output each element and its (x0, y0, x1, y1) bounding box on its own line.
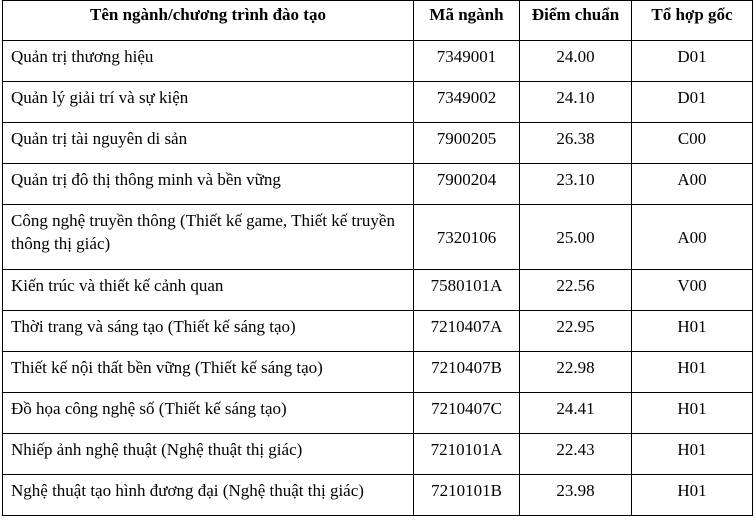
program-name: Quản trị thương hiệu (3, 41, 414, 82)
admission-scores-table (2, 0, 753, 516)
program-name: Quản lý giải trí và sự kiện (3, 82, 414, 123)
table-row (3, 352, 753, 393)
subject-group: A00 (632, 205, 753, 270)
program-name: Đồ họa công nghệ số (Thiết kế sáng tạo) (3, 393, 414, 434)
program-code: 7900204 (414, 164, 520, 205)
subject-group: H01 (632, 434, 753, 475)
program-name: Nghệ thuật tạo hình đương đại (Nghệ thuật thị giác) (3, 475, 414, 516)
program-code: 7210407C (414, 393, 520, 434)
program-name: Thiết kế nội thất bền vững (Thiết kế sáng tạo) (3, 352, 414, 393)
program-code: 7580101A (414, 270, 520, 311)
table-row (3, 164, 753, 205)
program-name: Thời trang và sáng tạo (Thiết kế sáng tạo) (3, 311, 414, 352)
subject-group: H01 (632, 352, 753, 393)
subject-group: H01 (632, 393, 753, 434)
table-row (3, 311, 753, 352)
program-name: Nhiếp ảnh nghệ thuật (Nghệ thuật thị giác) (3, 434, 414, 475)
subject-group: V00 (632, 270, 753, 311)
program-code: 7349002 (414, 82, 520, 123)
program-code: 7349001 (414, 41, 520, 82)
header-program-name: Tên ngành/chương trình đào tạo (3, 1, 414, 41)
header-subject-group: Tổ hợp gốc (632, 1, 753, 41)
table-row (3, 270, 753, 311)
program-name: Quản trị tài nguyên di sản (3, 123, 414, 164)
cutoff-score: 22.43 (520, 434, 632, 475)
subject-group: H01 (632, 475, 753, 516)
subject-group: A00 (632, 164, 753, 205)
table-header (3, 1, 753, 41)
cutoff-score: 26.38 (520, 123, 632, 164)
table-row (3, 82, 753, 123)
program-code: 7900205 (414, 123, 520, 164)
table-row (3, 123, 753, 164)
table-row (3, 41, 753, 82)
cutoff-score: 23.98 (520, 475, 632, 516)
program-code: 7320106 (414, 205, 520, 270)
program-name: Công nghệ truyền thông (Thiết kế game, Thiết kế truyền thông thị giác) (3, 205, 414, 270)
program-name: Quản trị đô thị thông minh và bền vững (3, 164, 414, 205)
program-code: 7210407A (414, 311, 520, 352)
header-row (3, 1, 753, 41)
subject-group: C00 (632, 123, 753, 164)
cutoff-score: 22.95 (520, 311, 632, 352)
subject-group: D01 (632, 82, 753, 123)
subject-group: H01 (632, 311, 753, 352)
subject-group: D01 (632, 41, 753, 82)
cutoff-score: 22.56 (520, 270, 632, 311)
table-row (3, 205, 753, 270)
cutoff-score: 23.10 (520, 164, 632, 205)
cutoff-score: 24.41 (520, 393, 632, 434)
program-code: 7210101B (414, 475, 520, 516)
header-program-code: Mã ngành (414, 1, 520, 41)
header-cutoff-score: Điểm chuẩn (520, 1, 632, 41)
cutoff-score: 24.00 (520, 41, 632, 82)
cutoff-score: 24.10 (520, 82, 632, 123)
cutoff-score: 25.00 (520, 205, 632, 270)
table-row (3, 434, 753, 475)
program-code: 7210407B (414, 352, 520, 393)
program-code: 7210101A (414, 434, 520, 475)
table-row (3, 393, 753, 434)
cutoff-score: 22.98 (520, 352, 632, 393)
program-name: Kiến trúc và thiết kế cảnh quan (3, 270, 414, 311)
table-row (3, 475, 753, 516)
table-body (3, 41, 753, 516)
